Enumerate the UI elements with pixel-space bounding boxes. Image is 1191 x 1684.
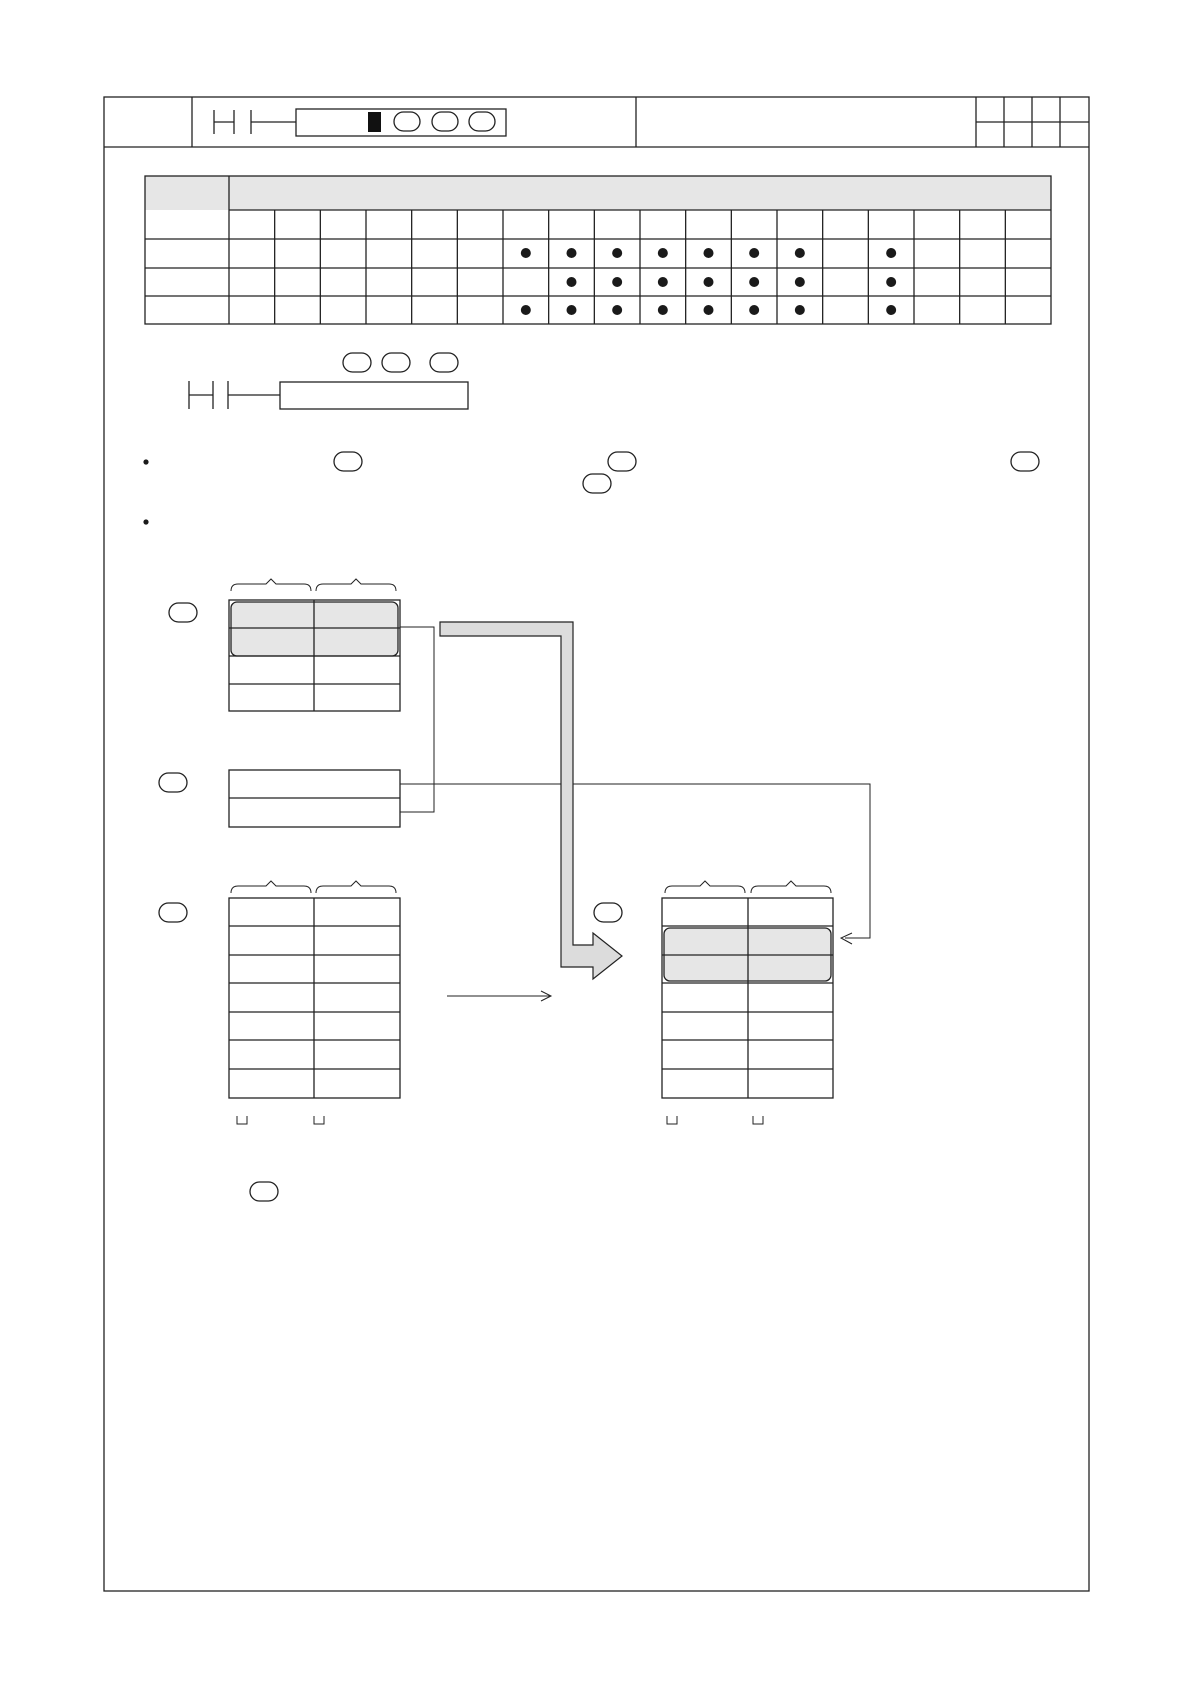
operand-pill-icon [382, 353, 410, 372]
left-data-block [159, 881, 400, 1124]
contact-icon [214, 110, 296, 134]
operand-pill-icon [394, 112, 420, 131]
bullet-icon [143, 459, 148, 464]
availability-dot-icon [567, 277, 577, 287]
source-block [169, 579, 400, 711]
instruction-header [104, 97, 1089, 147]
operand-pill-icon [159, 903, 187, 922]
availability-dot-icon [704, 277, 714, 287]
page-frame [104, 97, 1089, 1591]
operand-pill-icon [432, 112, 458, 131]
availability-dot-icon [749, 305, 759, 315]
availability-dot-icon [567, 248, 577, 258]
filled-block-icon [368, 112, 381, 132]
operand-pill-icon [583, 474, 611, 493]
availability-dot-icon [749, 277, 759, 287]
operand-pill-icon [469, 112, 495, 131]
availability-dot-icon [704, 248, 714, 258]
availability-dot-icon [795, 277, 805, 287]
availability-dot-icon [795, 248, 805, 258]
count-block [159, 627, 870, 944]
availability-dot-icon [704, 305, 714, 315]
operand-pill-icon [594, 903, 622, 922]
brace-icon [316, 579, 396, 591]
operand-pill-icon [334, 452, 362, 471]
operand-pill-icon [159, 773, 187, 792]
operand-pill-icon [250, 1182, 278, 1201]
bullet-icon [143, 519, 148, 524]
destination-block [594, 881, 833, 1124]
availability-dot-icon [886, 305, 896, 315]
operand-pill-icon [343, 353, 371, 372]
availability-dot-icon [795, 305, 805, 315]
operand-pill-icon [608, 452, 636, 471]
availability-dot-icon [886, 277, 896, 287]
description-bullets [143, 452, 1039, 525]
availability-dot-icon [521, 305, 531, 315]
operand-pill-icon [430, 353, 458, 372]
brace-icon [751, 881, 831, 893]
availability-dot-icon [612, 248, 622, 258]
availability-dot-icon [749, 248, 759, 258]
availability-dot-icon [658, 305, 668, 315]
operand-pill-icon [1011, 452, 1039, 471]
transform-arrow [447, 991, 551, 1001]
block-arrow-icon [440, 622, 622, 979]
availability-dot-icon [612, 305, 622, 315]
instruction-box [280, 382, 468, 409]
connector-line [400, 784, 870, 938]
operand-table [145, 176, 1051, 324]
availability-dot-icon [567, 305, 577, 315]
availability-dot-icon [658, 248, 668, 258]
ladder-example [189, 353, 468, 409]
contact-icon [189, 381, 280, 409]
availability-dot-icon [658, 277, 668, 287]
availability-dot-icon [886, 248, 896, 258]
brace-icon [665, 881, 745, 893]
availability-dot-icon [521, 248, 531, 258]
brace-icon [316, 881, 396, 893]
brace-icon [231, 881, 311, 893]
brace-icon [231, 579, 311, 591]
availability-dot-icon [612, 277, 622, 287]
operand-pill-icon [169, 603, 197, 622]
